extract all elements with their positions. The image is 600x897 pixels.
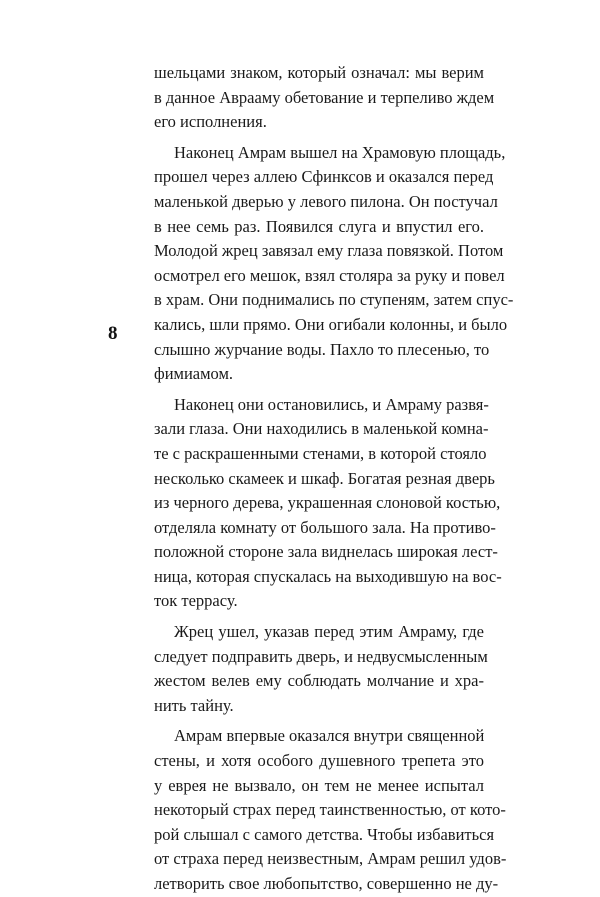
text-line: летворить свое любопытство, совершенно не ду- bbox=[154, 874, 499, 893]
text-line: в храм. Они поднимались по ступеням, затем спус- bbox=[154, 290, 514, 310]
text-line: положной стороне зала виднелась широкая лест- bbox=[154, 542, 498, 562]
text-line: прошел через аллею Сфинксов и оказался перед bbox=[154, 167, 494, 187]
paragraph bbox=[154, 620, 488, 718]
text-line: отделяла комнату от большого зала. На противо- bbox=[154, 517, 496, 537]
text-line: у еврея не вызвало, он тем не менее испытал bbox=[154, 775, 484, 795]
text-line: нить тайну. bbox=[154, 695, 234, 715]
text-line: слышно журчание воды. Пахло то плесенью, то bbox=[154, 339, 490, 359]
text-line: Наконец Амрам вышел на Храмовую площадь, bbox=[174, 142, 506, 162]
text-line: рой слышал с самого детства. Чтобы избавиться bbox=[154, 824, 495, 844]
text-line: кались, шли прямо. Они огибали колонны, и было bbox=[154, 314, 508, 334]
text-line: жестом велев ему соблюдать молчание и хра- bbox=[154, 671, 484, 691]
text-line: зали глаза. Они находились в маленькой комна- bbox=[154, 419, 489, 439]
paragraph bbox=[154, 141, 514, 387]
text-line: ток террасу. bbox=[154, 591, 238, 611]
text-line: фимиамом. bbox=[154, 364, 234, 384]
text-line: стены, и хотя особого душевного трепета это bbox=[154, 751, 484, 771]
text-line: его исполнения. bbox=[154, 112, 267, 132]
paragraph bbox=[154, 61, 495, 135]
text-line: несколько скамеек и шкаф. Богатая резная дверь bbox=[154, 468, 495, 488]
text-line: следует подправить дверь, и недвусмысленным bbox=[154, 646, 488, 666]
text-line: Наконец они остановились, и Амраму развя- bbox=[174, 394, 489, 414]
page-number: 8 bbox=[108, 323, 118, 344]
paragraph bbox=[154, 724, 507, 896]
text-line: Молодой жрец завязал ему глаза повязкой. Потом bbox=[154, 241, 504, 261]
text-line: некоторый страх перед таинственностью, от кото- bbox=[154, 800, 506, 820]
text-line: от страха перед неизвестным, Амрам решил удов- bbox=[154, 849, 507, 869]
text-line: ница, которая спускалась на выходившую на вос- bbox=[154, 566, 502, 586]
text-line: в данное Аврааму обетование и терпеливо ждем bbox=[154, 87, 495, 107]
text-line: осмотрел его мешок, взял столяра за руку и повел bbox=[154, 265, 505, 285]
body-text bbox=[154, 61, 514, 897]
text-line: в нее семь раз. Появился слуга и впустил его. bbox=[154, 216, 484, 236]
text-line: Амрам впервые оказался внутри священной bbox=[174, 726, 485, 746]
text-line: маленькой дверью у левого пилона. Он постучал bbox=[154, 191, 498, 211]
text-line: из черного дерева, украшенная слоновой костью, bbox=[154, 493, 501, 513]
paragraph bbox=[154, 393, 502, 614]
text-line: Жрец ушел, указав перед этим Амраму, где bbox=[174, 622, 484, 642]
text-line: шельцами знаком, который означал: мы верим bbox=[154, 63, 484, 82]
text-line: те с раскрашенными стенами, в которой стояло bbox=[154, 443, 487, 463]
